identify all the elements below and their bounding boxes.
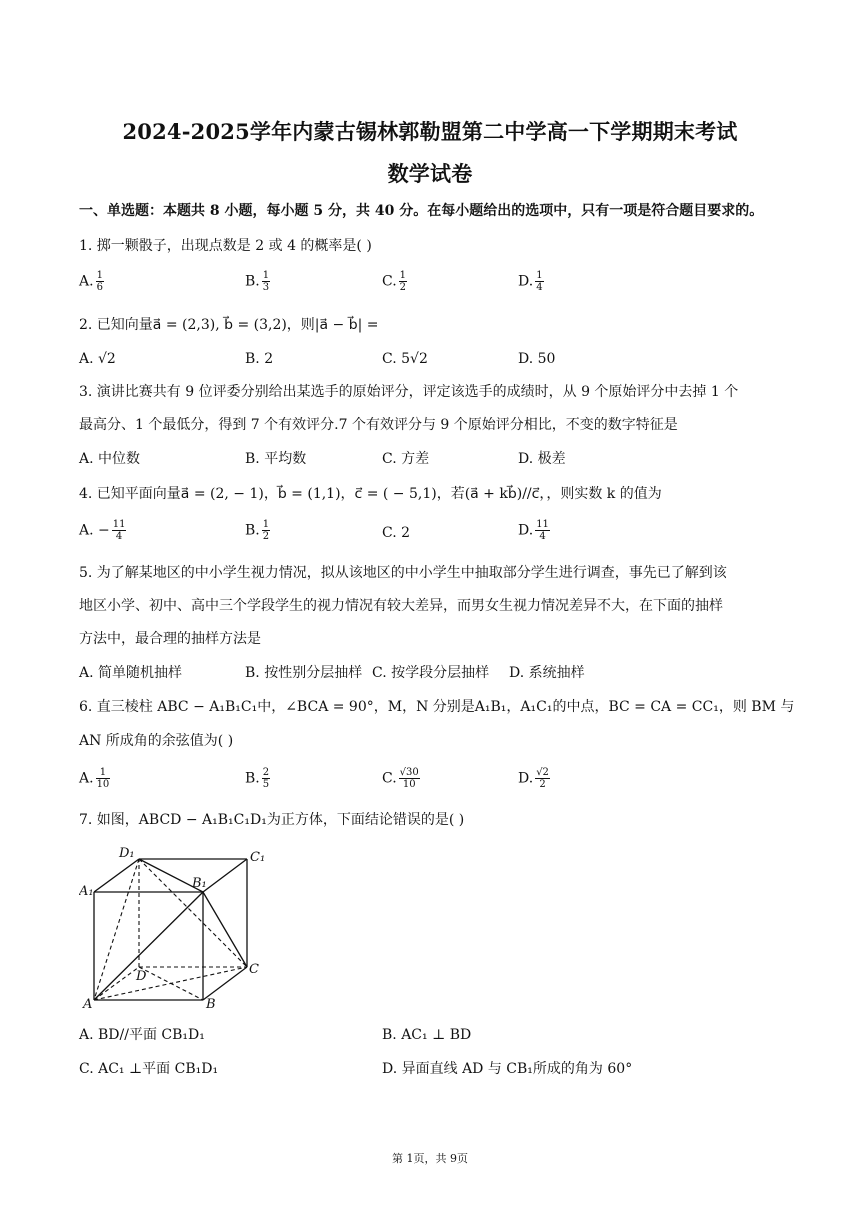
q6-option-c bbox=[382, 767, 420, 790]
option-label: A. − bbox=[79, 522, 110, 539]
question-5-stem-line-1: 5. 为了解某地区的中小学生视力情况，拟从该地区的中小学生中抽取部分学生进行调查，事先已了解到该 bbox=[79, 565, 727, 581]
option-label: D. bbox=[518, 273, 534, 290]
q5-option-c: C. 按学段分层抽样 bbox=[372, 665, 490, 681]
q6-option-d bbox=[518, 767, 550, 790]
question-5-stem-line-3: 方法中，最合理的抽样方法是 bbox=[79, 631, 261, 647]
q5-option-a: A. 简单随机抽样 bbox=[79, 665, 183, 681]
option-label: B. bbox=[245, 522, 260, 539]
q3-option-a: A. 中位数 bbox=[79, 451, 141, 467]
page-title: 2024-2025学年内蒙古锡林郭勒盟第二中学高一下学期期末考试 bbox=[122, 119, 738, 144]
q4-option-d bbox=[518, 519, 550, 542]
fraction bbox=[262, 519, 270, 542]
denominator: 2 bbox=[262, 531, 270, 542]
question-6-stem-line-2: AN 所成角的余弦值为( ) bbox=[79, 733, 234, 749]
question-1-stem: 1. 掷一颗骰子，出现点数是 2 或 4 的概率是( ) bbox=[79, 238, 372, 254]
numerator: 2 bbox=[262, 767, 270, 778]
q3-option-c: C. 方差 bbox=[382, 451, 430, 467]
numerator: 1 bbox=[262, 270, 270, 281]
numerator: 11 bbox=[536, 519, 549, 530]
denominator: 10 bbox=[402, 779, 416, 790]
q5-option-d: D. 系统抽样 bbox=[509, 665, 585, 681]
option-label: B. bbox=[245, 273, 260, 290]
option-label: C. bbox=[382, 770, 397, 787]
q1-option-a bbox=[79, 270, 104, 293]
q4-option-c: C. 2 bbox=[382, 525, 411, 541]
option-label: A. bbox=[79, 273, 94, 290]
question-3-stem-line-1: 3. 演讲比赛共有 9 位评委分别给出某选手的原始评分，评定该选手的成绩时，从 9 个原始评分中去掉 1 个 bbox=[79, 384, 739, 400]
option-label: D. bbox=[518, 522, 534, 539]
vertex-label-c1: C₁ bbox=[250, 850, 266, 865]
numerator: √30 bbox=[399, 767, 419, 778]
question-3-stem-line-2: 最高分、1 个最低分，得到 7 个有效评分.7 个有效评分与 9 个原始评分相比，不变的数字特征是 bbox=[79, 417, 678, 433]
q3-option-d: D. 极差 bbox=[518, 451, 566, 467]
denominator: 6 bbox=[96, 282, 103, 293]
edge-c1b1 bbox=[203, 859, 247, 892]
option-label: A. bbox=[79, 770, 94, 787]
fraction bbox=[535, 270, 543, 293]
option-label: D. bbox=[518, 770, 534, 787]
q3-option-b: B. 平均数 bbox=[245, 451, 307, 467]
fraction bbox=[96, 767, 111, 790]
numerator: 1 bbox=[536, 270, 543, 281]
q2-option-d: D. 50 bbox=[518, 351, 556, 367]
fraction bbox=[112, 519, 127, 542]
fraction bbox=[535, 767, 550, 790]
fraction bbox=[535, 519, 550, 542]
denominator: 10 bbox=[96, 779, 110, 790]
denominator: 2 bbox=[539, 779, 546, 790]
fraction bbox=[96, 270, 104, 293]
hidden-line-db bbox=[139, 967, 203, 1000]
vertex-label-a: A bbox=[83, 997, 93, 1012]
option-label: B. bbox=[245, 770, 260, 787]
q7-option-d: D. 异面直线 AD 与 CB₁所成的角为 60° bbox=[382, 1061, 633, 1077]
question-5-stem-line-2: 地区小学、初中、高中三个学段学生的视力情况有较大差异，而男女生视力情况差异不大，在下面的抽样 bbox=[79, 598, 723, 614]
hidden-line-d1a bbox=[94, 859, 139, 1000]
fraction bbox=[399, 767, 420, 790]
numerator: 1 bbox=[262, 519, 270, 530]
page-subtitle: 数学试卷 bbox=[387, 161, 473, 186]
q7-option-b: B. AC₁ ⊥ BD bbox=[382, 1027, 472, 1043]
q2-option-b: B. 2 bbox=[245, 351, 274, 367]
denominator: 4 bbox=[115, 531, 123, 542]
denominator: 5 bbox=[262, 779, 270, 790]
denominator: 2 bbox=[399, 282, 407, 293]
vertex-label-a1: A₁ bbox=[79, 884, 94, 899]
q1-option-b bbox=[245, 270, 270, 293]
q1-option-c bbox=[382, 270, 407, 293]
fraction bbox=[262, 767, 270, 790]
section-heading: 一、单选题：本题共 8 小题，每小题 5 分，共 40 分。在每小题给出的选项中，只有一项是符合题目要求的。 bbox=[79, 203, 764, 219]
q4-option-b bbox=[245, 519, 270, 542]
numerator: 1 bbox=[96, 270, 103, 281]
q5-option-b: B. 按性别分层抽样 bbox=[245, 665, 363, 681]
q6-option-a bbox=[79, 767, 110, 790]
q4-option-a bbox=[79, 519, 126, 542]
fraction bbox=[399, 270, 407, 293]
question-6-stem-line-1: 6. 直三棱柱 ABC − A₁B₁C₁中，∠BCA = 90°，M，N 分别是A₁B₁，A₁C₁的中点，BC = CA = CC₁，则 BM 与 bbox=[79, 699, 795, 715]
vertex-label-b1: B₁ bbox=[192, 876, 207, 891]
vertex-label-d: D bbox=[136, 969, 147, 984]
q2-option-c: C. 5√2 bbox=[382, 351, 428, 367]
question-2-stem: 2. 已知向量a⃗ = (2,3), b⃗ = (3,2)，则|a⃗ − b⃗| = bbox=[79, 317, 379, 333]
q6-option-b bbox=[245, 767, 270, 790]
cube-figure bbox=[79, 842, 279, 1012]
q7-option-c: C. AC₁ ⊥平面 CB₁D₁ bbox=[79, 1061, 219, 1077]
vertex-label-c: C bbox=[249, 962, 259, 977]
numerator: 1 bbox=[399, 270, 407, 281]
page-footer: 第 1页，共 9页 bbox=[392, 1152, 468, 1165]
q2-option-a: A. √2 bbox=[79, 351, 116, 367]
option-label: C. bbox=[382, 273, 397, 290]
denominator: 3 bbox=[262, 282, 270, 293]
denominator: 4 bbox=[539, 531, 546, 542]
numerator: 11 bbox=[112, 519, 126, 530]
numerator: 1 bbox=[96, 767, 111, 779]
question-7-stem: 7. 如图，ABCD − A₁B₁C₁D₁为正方体，下面结论错误的是( ) bbox=[79, 812, 465, 828]
edge-a1d1 bbox=[94, 859, 139, 892]
line-ab1 bbox=[94, 892, 203, 1000]
numerator: √2 bbox=[536, 767, 549, 778]
question-4-stem: 4. 已知平面向量a⃗ = (2, − 1)，b⃗ = (1,1)，c⃗ = ( − 5,1)，若(a⃗ + kb⃗)//c⃗，，则实数 k 的值为 bbox=[79, 486, 662, 502]
q1-option-d bbox=[518, 270, 544, 293]
q7-option-a: A. BD//平面 CB₁D₁ bbox=[79, 1027, 205, 1043]
vertex-label-b: B bbox=[206, 997, 216, 1012]
denominator: 4 bbox=[536, 282, 543, 293]
fraction bbox=[262, 270, 270, 293]
vertex-label-d1: D₁ bbox=[119, 846, 135, 861]
